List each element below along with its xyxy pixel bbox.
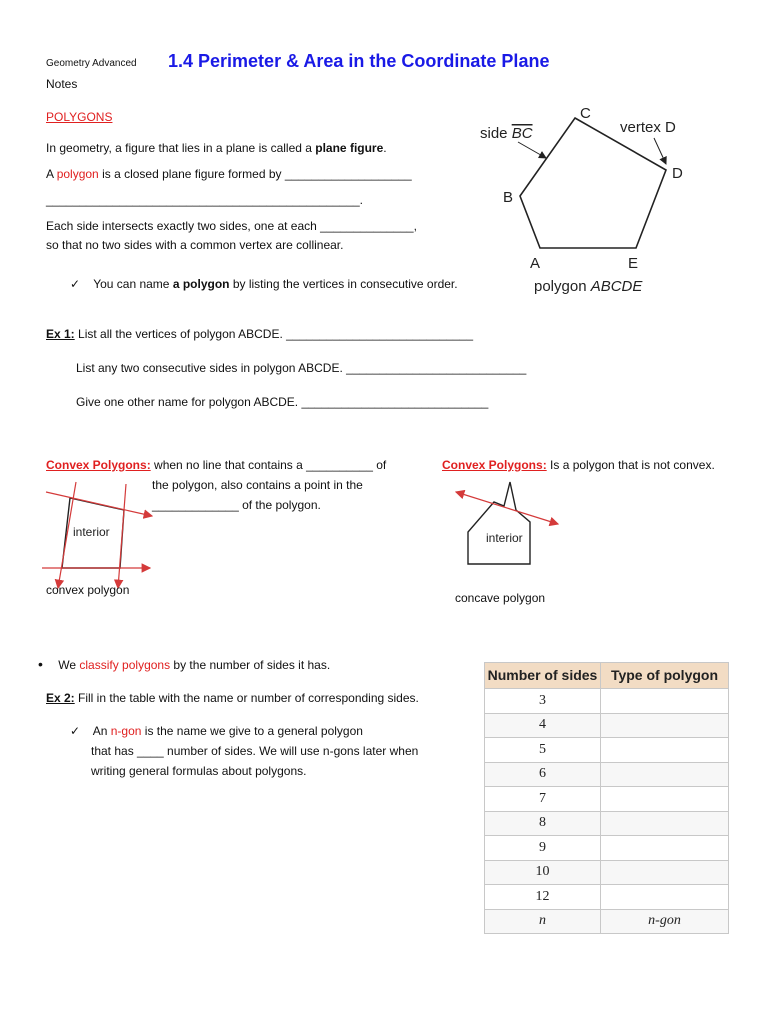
table-row xyxy=(485,811,729,836)
page-title: 1.4 Perimeter & Area in the Coordinate Plane xyxy=(168,51,550,71)
type-cell[interactable] xyxy=(601,713,729,738)
ex2-text: Fill in the table with the name or number of corresponding sides. xyxy=(74,691,419,705)
convex-line-right xyxy=(118,484,126,588)
ngon-note-line1 xyxy=(70,724,363,738)
concave-label: Convex Polygons: xyxy=(442,458,547,472)
convex-caption: convex polygon xyxy=(46,583,130,597)
ex1-q1-text: List all the vertices of polygon ABCDE. ____________________________ xyxy=(74,327,473,341)
concave-caption: concave polygon xyxy=(455,591,546,605)
vertex-b-label: B xyxy=(503,189,514,206)
vertex-a-label: A xyxy=(530,255,541,272)
header-type-of-polygon: Type of polygon xyxy=(601,663,729,689)
sides-cell: 6 xyxy=(485,762,601,787)
ngon-note-line2: that has ____ number of sides. We will use n-gons later when xyxy=(91,744,419,758)
concave-definition xyxy=(442,458,715,472)
def2-blank: is a closed plane figure formed by ___________________ xyxy=(98,167,412,181)
pentagon-figure xyxy=(470,100,700,300)
table-row xyxy=(485,738,729,763)
ex1-question3: Give one other name for polygon ABCDE. ____________________________ xyxy=(76,395,489,409)
convex-definition-line3: _____________ of the polygon. xyxy=(152,498,321,512)
plane-figure-definition xyxy=(46,141,387,155)
ex1-label: Ex 1: xyxy=(46,327,75,341)
course-label: Geometry Advanced xyxy=(46,58,137,69)
ex2-label: Ex 2: xyxy=(46,691,75,705)
concave-interior-label: interior xyxy=(486,531,523,545)
type-cell[interactable] xyxy=(601,738,729,763)
sides-cell: 10 xyxy=(485,860,601,885)
convex-interior-label: interior xyxy=(73,525,110,539)
ngon-c: is the name we give to a general polygon xyxy=(141,724,363,738)
type-cell[interactable] xyxy=(601,860,729,885)
polygon-sides-table xyxy=(484,662,729,934)
vertex-c-label: C xyxy=(580,105,591,122)
side-intersection-line2: so that no two sides with a common vertex are collinear. xyxy=(46,238,344,252)
sides-cell: 4 xyxy=(485,713,601,738)
table-row xyxy=(485,836,729,861)
type-cell[interactable] xyxy=(601,689,729,714)
classify-bullet xyxy=(38,656,330,672)
side-label: side BC xyxy=(480,125,533,142)
table-row xyxy=(485,909,729,934)
convex-def1: when no line that contains a __________ of xyxy=(150,458,387,472)
side-intersection-line1: Each side intersects exactly two sides, one at each ______________, xyxy=(46,219,417,233)
convex-line-top xyxy=(46,492,152,516)
sides-cell: 8 xyxy=(485,811,601,836)
polygon-term: polygon xyxy=(56,167,99,181)
type-cell[interactable] xyxy=(601,787,729,812)
notes-label: Notes xyxy=(46,77,78,91)
ex1-question1 xyxy=(46,327,473,341)
naming-note xyxy=(70,277,458,291)
table-row xyxy=(485,762,729,787)
convex-label: Convex Polygons: xyxy=(46,458,151,472)
naming-a: You can name xyxy=(93,277,173,291)
ngon-term: n-gon xyxy=(110,724,142,738)
vertex-d-letter: D xyxy=(672,165,683,182)
ex1-question2: List any two consecutive sides in polygon ABCDE. ___________________________ xyxy=(76,361,527,375)
table-row xyxy=(485,689,729,714)
sides-cell: 9 xyxy=(485,836,601,861)
polygon-definition-line2: _______________________________________________. xyxy=(46,193,364,207)
pentagon-caption: polygon ABCDE xyxy=(534,278,643,295)
type-cell xyxy=(601,909,729,934)
sides-cell: 3 xyxy=(485,689,601,714)
def1-text: In geometry, a figure that lies in a plane is called a xyxy=(46,141,316,155)
type-cell[interactable] xyxy=(601,811,729,836)
classify-term: classify polygons xyxy=(79,658,171,672)
side-bc-arrow xyxy=(518,142,546,158)
naming-b: a polygon xyxy=(172,277,230,291)
classify-c: by the number of sides it has. xyxy=(170,658,331,672)
table-header-row xyxy=(485,663,729,689)
concave-shape xyxy=(468,482,530,564)
table-row xyxy=(485,713,729,738)
table-row xyxy=(485,787,729,812)
ngon-cell-text: n-gon xyxy=(648,913,681,929)
n-variable: n xyxy=(539,913,546,929)
def1-end: . xyxy=(383,141,387,155)
header-number-of-sides: Number of sides xyxy=(485,663,601,689)
concave-def: Is a polygon that is not convex. xyxy=(546,458,715,472)
convex-polygon-figure xyxy=(40,480,160,600)
table-row xyxy=(485,860,729,885)
table-row xyxy=(485,885,729,910)
polygons-heading: POLYGONS xyxy=(46,110,113,124)
classify-a: We xyxy=(58,658,80,672)
ex2-instruction xyxy=(46,691,419,705)
sides-cell: 5 xyxy=(485,738,601,763)
ngon-note-line3: writing general formulas about polygons. xyxy=(91,764,307,778)
sides-cell xyxy=(485,909,601,934)
vertex-d-arrow xyxy=(654,138,666,164)
vertex-e-label: E xyxy=(628,255,639,272)
type-cell[interactable] xyxy=(601,885,729,910)
type-cell[interactable] xyxy=(601,762,729,787)
concave-polygon-figure xyxy=(446,478,566,578)
plane-figure-term: plane figure xyxy=(315,141,384,155)
convex-definition-line2: the polygon, also contains a point in the xyxy=(152,478,363,492)
type-cell[interactable] xyxy=(601,836,729,861)
ngon-a: An xyxy=(92,724,111,738)
def2-text: A xyxy=(46,167,57,181)
polygon-definition xyxy=(46,167,412,181)
vertex-d-label: vertex D xyxy=(620,119,676,136)
naming-c: by listing the vertices in consecutive order. xyxy=(229,277,458,291)
sides-cell: 12 xyxy=(485,885,601,910)
sides-cell: 7 xyxy=(485,787,601,812)
pentagon-shape xyxy=(520,118,666,248)
convex-definition-line1 xyxy=(46,458,386,472)
